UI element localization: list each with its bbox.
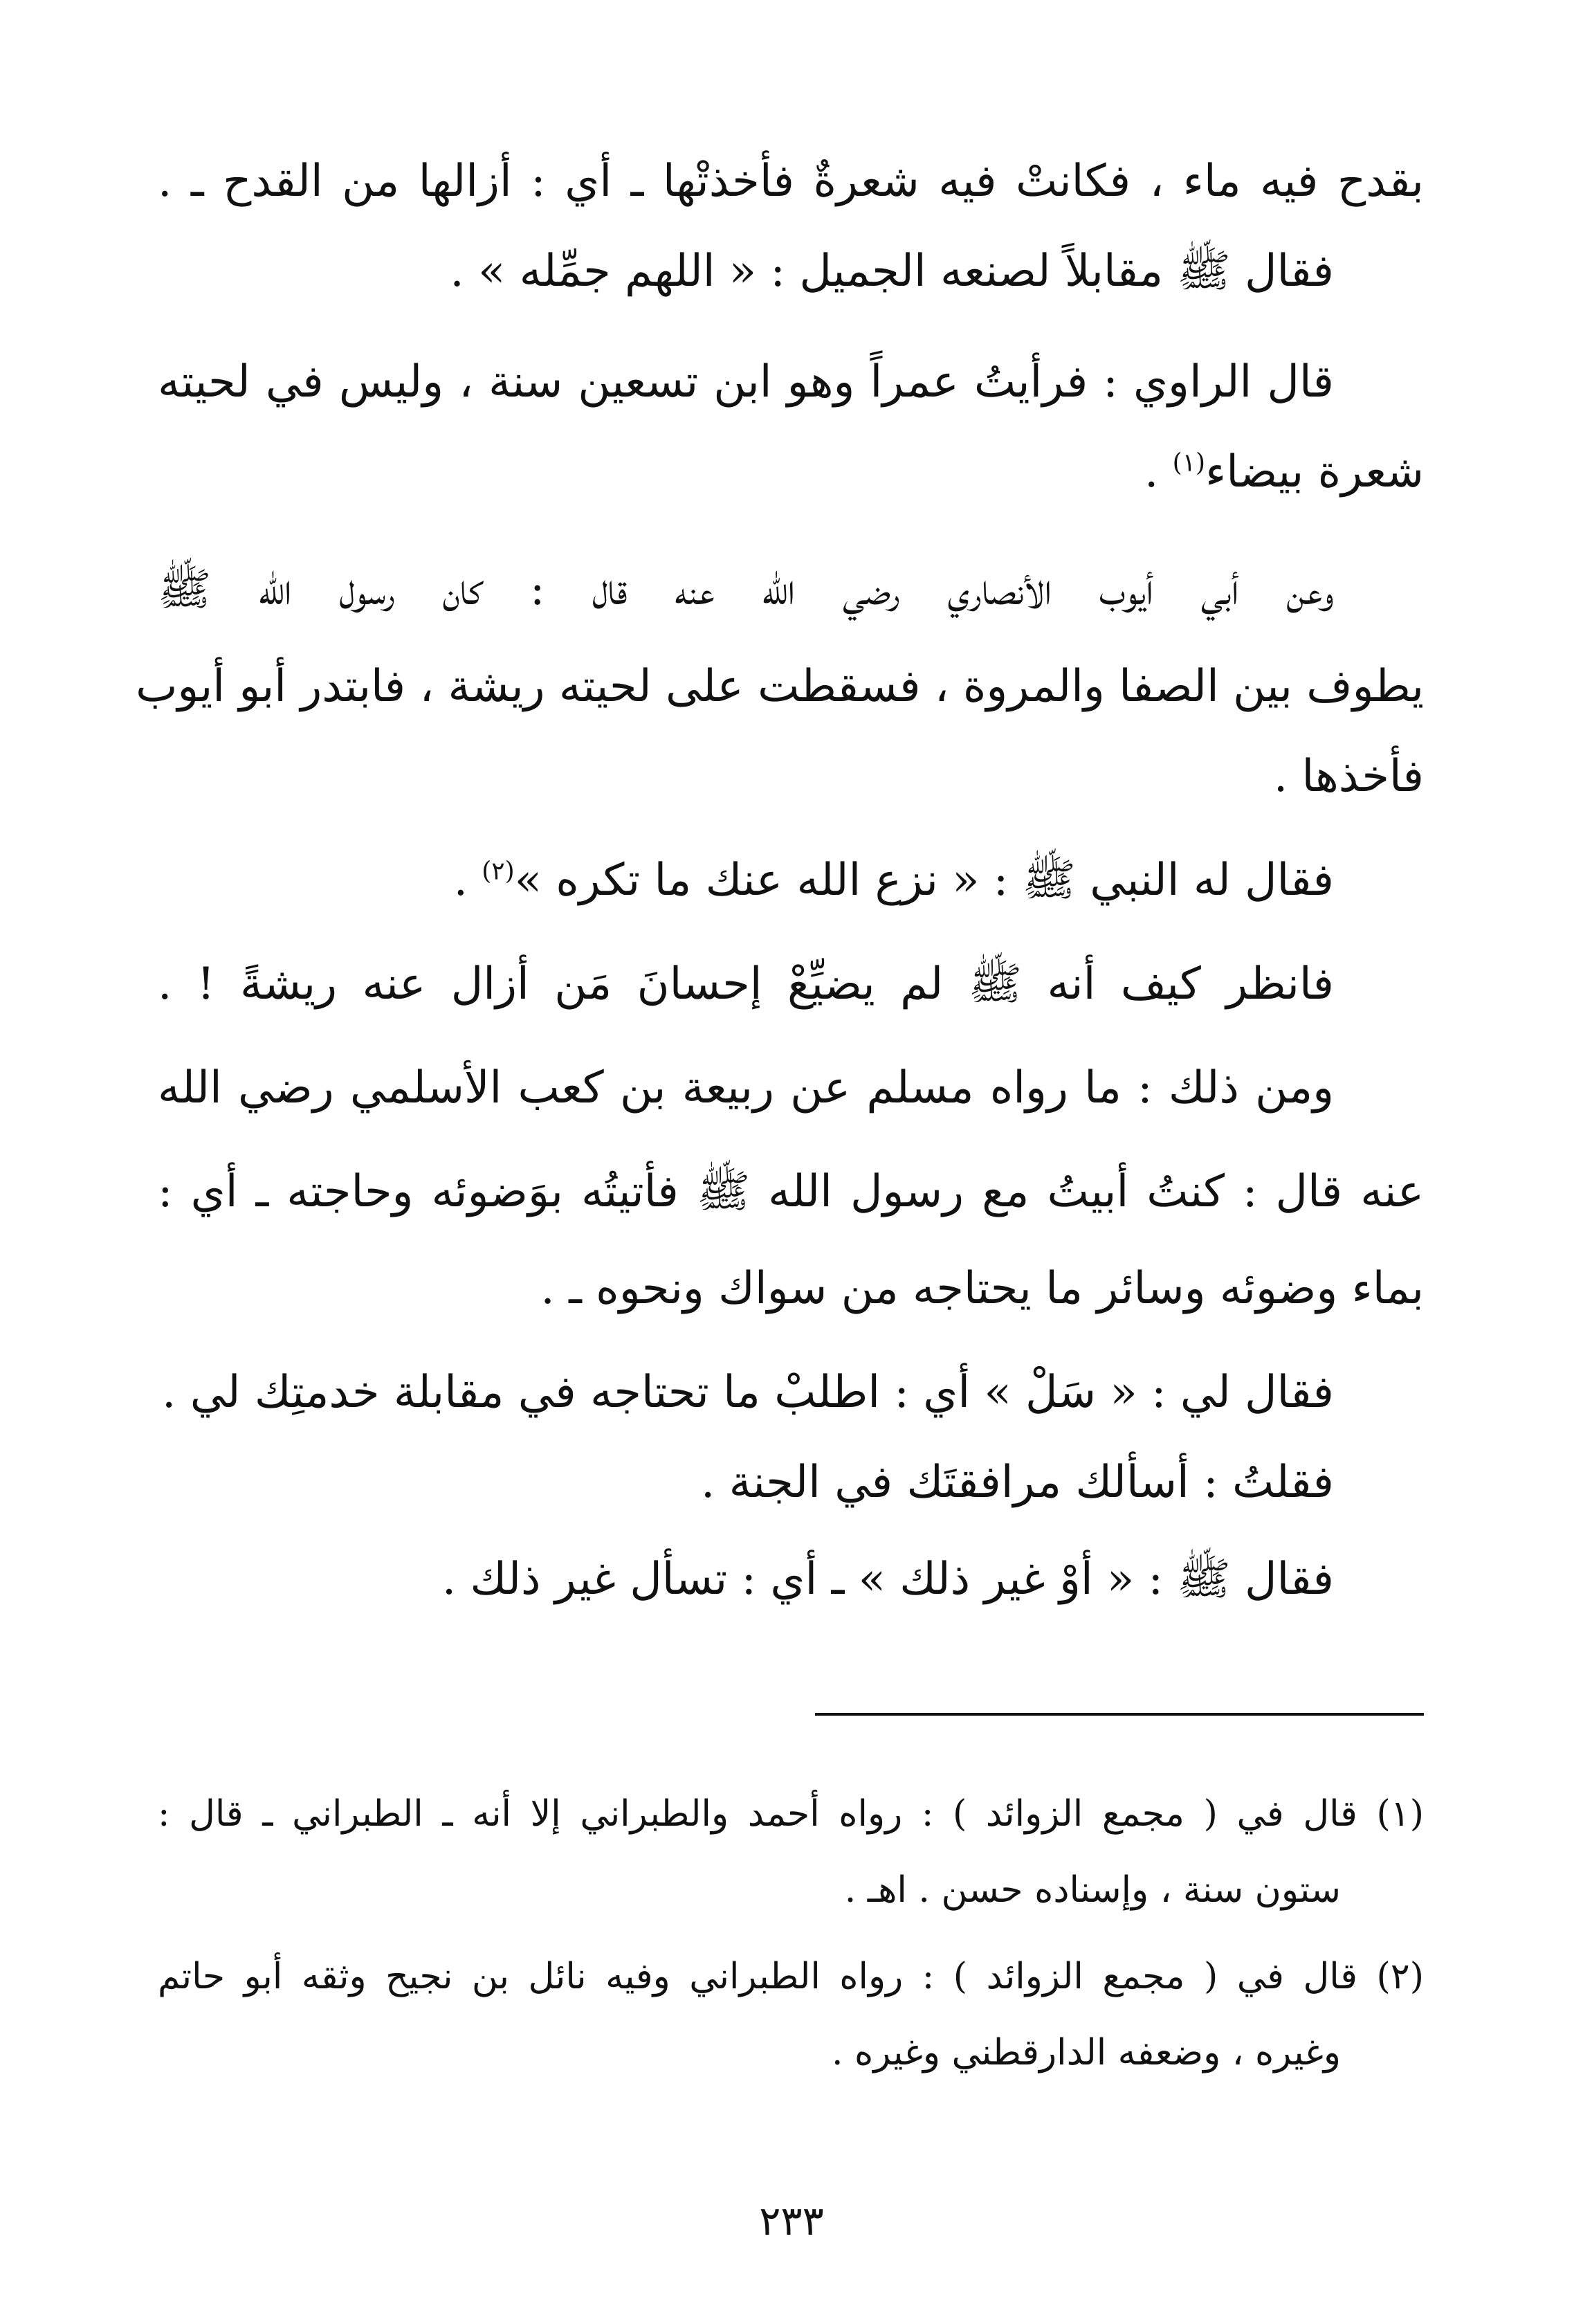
body-line-5: وعن أبي أيوب الأنصاري رضي الله عنه قال : كان رسول الله ﷺ [158, 564, 1334, 615]
footnote-2-line-1: (٢) قال في ( مجمع الزوائد ) : رواه الطبراني وفيه نائل بن نجيح وثقه أبو حاتم [158, 1956, 1424, 1997]
footnote-1-line-2: ستون سنة ، وإسناده حسن . اهـ . [844, 1869, 1341, 1911]
footnote-ref-2-tail: . [453, 855, 468, 906]
body-line-12: بماء وضوئه وسائر ما يحتاجه من سواك ونحوه ـ . [540, 1263, 1424, 1314]
footnote-divider [815, 1713, 1424, 1716]
body-line-13: فقال لي : « سَلْ » أي : اطلبْ ما تحتاجه في مقابلة خدمتِك لي . [162, 1367, 1334, 1418]
body-line-14: فقلتُ : أسألك مرافقتَك في الجنة . [700, 1457, 1334, 1508]
body-line-2: فقال ﷺ مقابلاً لصنعه الجميل : « اللهم جمِّله » . [450, 246, 1334, 297]
footnote-ref-1: (١) [1172, 448, 1206, 478]
body-line-1: بقدح فيه ماء ، فكانتْ فيه شعرةٌ فأخذتْها ـ أي : أزالها من القدح ـ . [158, 156, 1424, 207]
body-line-6: يطوف بين الصفا والمروة ، فسقطت على لحيته ريشة ، فابتدر أبو أيوب [136, 661, 1424, 712]
body-line-10: ومن ذلك : ما رواه مسلم عن ربيعة بن كعب الأسلمي رضي الله [158, 1062, 1334, 1114]
body-line-8-text: فقال له النبي ﷺ : « نزع الله عنك ما تكره » [514, 855, 1334, 906]
body-line-4 [158, 446, 1424, 498]
body-line-3: قال الراوي : فرأيتُ عمراً وهو ابن تسعين سنة ، وليس في لحيته [158, 356, 1334, 408]
body-line-9: فانظر كيف أنه ﷺ لم يضيِّعْ إحسانَ مَن أزال عنه ريشةً ! . [158, 959, 1334, 1010]
footnote-ref-2: (٢) [482, 857, 515, 886]
body-line-7: فأخذها . [1273, 751, 1424, 802]
footnote-ref-1-tail: . [1144, 446, 1159, 498]
footnote-1-line-1: (١) قال في ( مجمع الزوائد ) : رواه أحمد والطبراني إلا أنه ـ الطبراني ـ قال : [158, 1793, 1424, 1835]
page-number: ٢٣٣ [759, 2197, 824, 2244]
body-line-8 [158, 855, 1334, 906]
footnote-2-line-2: وغيره ، وضعفه الدارقطني وغيره . [831, 2032, 1341, 2073]
body-line-15: فقال ﷺ : « أوْ غير ذلك » ـ أي : تسأل غير ذلك . [441, 1554, 1334, 1605]
body-line-11: عنه قال : كنتُ أبيتُ مع رسول الله ﷺ فأتيتُه بوَضوئه وحاجته ـ أي : [158, 1166, 1425, 1217]
body-line-4-text: شعرة بيضاء [1205, 446, 1424, 498]
